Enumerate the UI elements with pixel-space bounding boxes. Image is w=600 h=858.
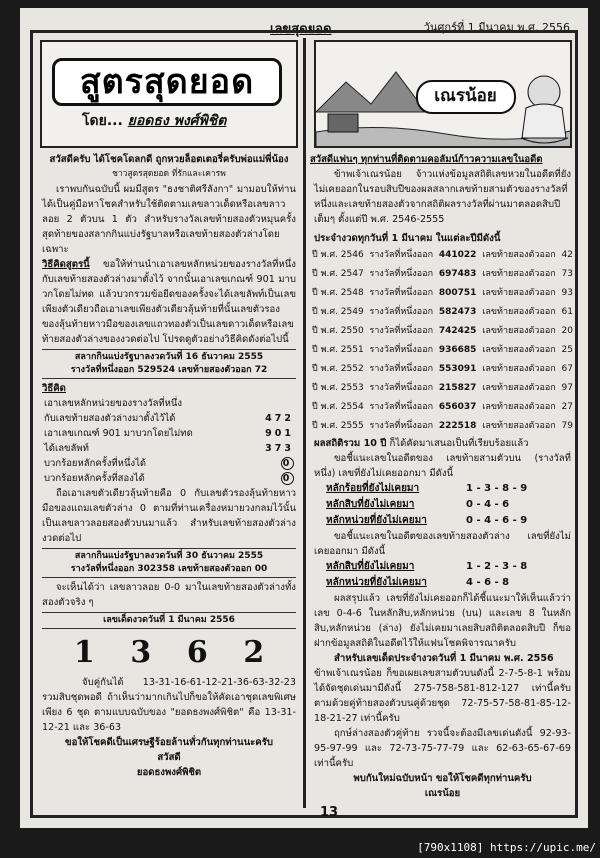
page-number: 13	[320, 805, 339, 820]
forecast-text: ข้าพเจ้าเณรน้อย ก็ขอเผยเลขสามตัวบนดังนี้ 2-7-5-8-1 พร้อมได้จัดชุดเด่นมามีดังนี้ 275-758-581-812-127 เท่านี้ครับ ตามด้วยคู่ท้ายสองตัวบนคู่ด้วยชุด 72-75-57-58-81-85-12-18-21-27 เท่านี้ครับ	[314, 668, 571, 724]
combo-value: 1 - 2 - 3 - 8	[466, 561, 528, 572]
history-tail-label: เลขท้ายสองตัวออก	[482, 307, 556, 317]
issue-date: วันศุกร์ที่ 1 มีนาคม พ.ศ. 2556	[423, 21, 570, 34]
calc-value: 373	[265, 443, 294, 454]
history-year: ปี พ.ศ. 2546	[312, 250, 364, 260]
draw2-box	[42, 548, 296, 578]
combo-list-2	[310, 559, 575, 591]
left-column	[38, 38, 300, 808]
method-text: ขอให้ท่านนำเอาเลขหลักหน่วยของรางวัลที่หนึ่งกับเลขท้ายสองตัวล่างมาตั้งไว้ จากนั้นเอาเลขเกณฑ์ 901 มาบวกโดยไม่ทด แล้วบวกรวมข้อยีดของครั้งจะได้เลขลัพท์เป็นเลขเพียงตัวเดียวถือเอาเลขเพียงตัวเดียวลุ้นท้ายที่นั้นเลขตัวรองของลุ้นท้ายหาวมือของเลขแถวทองตัวเป็นเลขดาวเด็ดหรือเลขท้ายสองตัวล่างของงวดต่อไป โปรดดูตัวอย่างวิธีคิดดังต่อไปนี้	[42, 259, 296, 345]
publication-title: เลขสุดยอด	[270, 22, 332, 37]
history-tail-label: เลขท้ายสองตัวออก	[482, 345, 556, 355]
byline-prefix: โดย...	[82, 113, 123, 129]
history-tail: 27	[561, 402, 573, 412]
history-label: รางวัลที่หนึ่งออก	[369, 326, 434, 336]
pairs-text: จับคู่กันได้ 13-31-16-61-12-21-36-63-32-23 รวมสิบชุดพอดี ถ้าเห็นว่ามากเกินไปก็ขอให้คัดเอาชุดเลขพิเศษเพียง 6 ชุด ตามแบบฉบับของ "ยอดธงพงศ์พิชิต" คือ 13-31-12-21 และ 36-63	[42, 677, 296, 733]
combo-value: 0 - 4 - 6 - 9	[466, 515, 528, 526]
right-column	[310, 38, 575, 808]
history-list	[310, 246, 575, 436]
history-year: ปี พ.ศ. 2549	[312, 307, 364, 317]
combo-list-1	[310, 481, 575, 529]
analysis: ผลสรุปแล้ว เลขที่ยังไม่เคยออกก็ได้ชี้แนะมาให้เห็นแล้วว่าเลข 0-4-6 ในหลักสิบ,หลักหน่วย (บน) และเลข 8 ในหลักสิบ,หลักหน่วย (ล่าง) ยังไม่เคยมาเลยสิบสถิติตลอดสิบปี ก็ขอฝากข้อมูลสถิติในอดีตไว้ให้แฟนโชคพิจารณาครับ	[314, 593, 571, 649]
history-year: ปี พ.ศ. 2548	[312, 288, 364, 298]
calc-value: 901	[265, 428, 294, 439]
intro-paragraph: ข้าพเจ้าเณรน้อย จ้าวแห่งข้อมูลสถิติเลขหวยในอดีตที่ยังไม่เคยออกในรอบสิบปีของผลสลากเลขท้ายสามตัวของรางวัลที่หนึ่งและเลขท้ายสองตัวจากสถิติผลรางวัลที่ผ่านมาตลอดสิบปีเต็มๆ ตั้งแต่ปี พ.ศ. 2546-2555	[314, 169, 571, 225]
history-label: รางวัลที่หนึ่งออก	[369, 269, 434, 279]
column-banner	[314, 40, 572, 148]
closing: ขอให้โชคดีเป็นเศรษฐีร้อยล้านทั่วกันทุกท่านนะครับ	[65, 737, 273, 748]
history-first: 800751	[438, 288, 477, 298]
combo-row	[310, 513, 575, 529]
history-first: 742425	[438, 326, 477, 336]
calc-value	[244, 396, 294, 411]
combo-value: 4 - 6 - 8	[466, 577, 510, 588]
history-tail: 25	[561, 345, 573, 355]
history-tail: 79	[561, 421, 573, 431]
history-row	[310, 417, 575, 436]
combo-value: 0 - 4 - 6	[466, 499, 510, 510]
calc-row	[38, 456, 300, 471]
history-first: 222518	[438, 421, 477, 431]
history-row	[310, 398, 575, 417]
mid-text: ขอชี้แนะเลขในอดีตของเลขท้ายสองตัวล่าง เลขที่ยังไม่เคยออกมา มีดังนี้	[314, 531, 571, 557]
intro-paragraph: เราพบกันฉบับนี้ ผมมีสูตร "ธงชาติศรีลังกา" มามอบให้ท่านได้เป็นคู่มือหาโชคสำหรับใช้ติดตามเลขลาวเด็ดหรือเลขลาวลอย 2 ตัวบน 1 ตัว สำหรับรางวัลเลขท้ายสองตัวหมุนครั้งสุดท้ายของสลากกินแบ่งรัฐบาลหรือเลขท้ายสองตัวล่างโดยเฉพาะ	[42, 184, 296, 255]
combo-row	[310, 559, 575, 575]
history-year: ปี พ.ศ. 2554	[312, 402, 364, 412]
calc-label: บวกร้อยหลักครั้งที่หนึ่งได้	[44, 458, 147, 469]
big-numbers	[38, 631, 300, 675]
calc-title: วิธีคิด	[42, 383, 66, 394]
greeting: สวัสดีครับ ได้โชคโดลกดี ถูกหวยล็อตเตอรี่ครับพ่อแม่พี่น้อง	[49, 154, 289, 165]
watermark: [790x1108] https://upic.me/	[417, 841, 596, 854]
history-first: 582473	[438, 307, 477, 317]
history-tail-label: เลขท้ายสองตัวออก	[482, 383, 556, 393]
combo-label: หลักสิบที่ยังไม่เคยมา	[326, 499, 415, 510]
forecast-title: สำหรับเลขเด็ดประจำงวดวันที่ 1 มีนาคม พ.ศ. 2556	[334, 653, 554, 664]
calc-label: เอาเลขหลักหน่วยของรางวัลที่หนึ่ง	[44, 398, 183, 409]
combo-row	[310, 575, 575, 591]
circle-mark: 0	[282, 458, 293, 469]
calc-row	[38, 471, 300, 486]
combo-value: 1 - 3 - 8 - 9	[466, 483, 528, 494]
history-tail-label: เลขท้ายสองตัวออก	[482, 269, 556, 279]
draw1-box	[42, 349, 296, 379]
history-label: รางวัลที่หนึ่งออก	[369, 250, 434, 260]
summary-2: ขอชี้แนะเลขในอดีตของ เลขท้ายสามตัวบน (รางวัลที่หนึ่ง) เลขที่ยังไม่เคยออกมา มีดังนี้	[314, 453, 571, 479]
closing: พบกันใหม่ฉบับหน้า ขอให้โชคดีทุกท่านครับ	[353, 773, 532, 784]
history-tail: 61	[561, 307, 573, 317]
history-tail-label: เลขท้ายสองตัวออก	[482, 364, 556, 374]
big-number: 2	[243, 635, 265, 670]
history-row	[310, 303, 575, 322]
combo-row	[310, 497, 575, 513]
history-label: รางวัลที่หนึ่งออก	[369, 383, 434, 393]
combo-label: หลักร้อยที่ยังไม่เคยมา	[326, 483, 420, 494]
history-row	[310, 246, 575, 265]
history-first: 656037	[438, 402, 477, 412]
draw2-result: รางวัลที่หนึ่งออก 302358 เลขท้ายสองตัวออก 00	[70, 564, 268, 574]
history-year: ปี พ.ศ. 2553	[312, 383, 364, 393]
draw1-result: รางวัลที่หนึ่งออก 529524 เลขท้ายสองตัวออก 72	[70, 365, 268, 375]
history-label: รางวัลที่หนึ่งออก	[369, 402, 434, 412]
history-tail: 42	[561, 250, 573, 260]
history-row	[310, 265, 575, 284]
summary-text: ก็ได้คัดมาเสนอเป็นที่เรียบร้อยแล้ว	[389, 438, 529, 449]
method-section	[38, 257, 300, 347]
calc-label: ได้เลขลัพท์	[44, 443, 89, 454]
history-first: 215827	[438, 383, 477, 393]
summary-section	[310, 436, 575, 451]
calc-row	[38, 411, 300, 426]
history-first: 936685	[438, 345, 477, 355]
byline-author: ยอดธง พงศ์พิชิต	[127, 113, 227, 129]
history-year: ปี พ.ศ. 2550	[312, 326, 364, 336]
calc-row	[38, 396, 300, 411]
big-number: 3	[130, 635, 152, 670]
history-first: 553091	[438, 364, 477, 374]
closing-2: สวัสดี	[157, 752, 181, 763]
calc-table	[38, 396, 300, 486]
calc-note: ถือเอาเลขตัวเดียวลุ้นท้ายคือ 0 กับเลขตัวรองลุ้นท้ายหาวมือของแถมเลขตัวล่าง 0 ตามที่ท่านเครื่องหมายวงกลมไว้นั้นเป็นเลขลาวลอยสองตัวบนมาแล้ว สำหรับเลขท้ายสองตัวล่างงวดต่อไป	[42, 488, 296, 544]
history-row	[310, 322, 575, 341]
signature: เณรน้อย	[424, 788, 461, 799]
history-label: รางวัลที่หนึ่งออก	[369, 307, 434, 317]
history-label: รางวัลที่หนึ่งออก	[369, 345, 434, 355]
summary-title: ผลสถิติรวม 10 ปี	[314, 438, 387, 449]
history-tail-label: เลขท้ายสองตัวออก	[482, 288, 556, 298]
history-row	[310, 341, 575, 360]
history-row	[310, 360, 575, 379]
history-tail-label: เลขท้ายสองตัวออก	[482, 402, 556, 412]
combo-row	[310, 481, 575, 497]
combo-label: หลักหน่วยที่ยังไม่เคยมา	[326, 515, 427, 526]
history-year: ปี พ.ศ. 2552	[312, 364, 364, 374]
history-tail-label: เลขท้ายสองตัวออก	[482, 326, 556, 336]
history-label: รางวัลที่หนึ่งออก	[369, 364, 434, 374]
big-number: 6	[186, 635, 208, 670]
draw2-note: จะเห็นได้ว่า เลขลาวลอย 0-0 มาในเลขท้ายสองตัวล่างทั้งสองตัวจริง ๆ	[42, 582, 296, 608]
signature: ยอดธงพงศ์พิชิต	[136, 767, 202, 778]
logo-title: สูตรสุดยอด	[52, 58, 282, 106]
history-label: รางวัลที่หนึ่งออก	[369, 421, 434, 431]
draw2-title: สลากกินแบ่งรัฐบาลงวดวันที่ 30 ธันวาคม 2555	[74, 551, 264, 561]
history-tail: 97	[561, 383, 573, 393]
calc-value-circled	[244, 471, 294, 486]
forecast-title: เลขเด็ดงวดวันที่ 1 มีนาคม 2556	[42, 612, 296, 629]
history-tail-label: เลขท้ายสองตัวออก	[482, 421, 556, 431]
history-tail: 93	[561, 288, 573, 298]
column-divider	[303, 38, 306, 808]
history-tail: 20	[561, 326, 573, 336]
history-tail-label: เลขท้ายสองตัวออก	[482, 250, 556, 260]
calc-value-circled	[244, 456, 294, 471]
calc-label: กับเลขท้ายสองตัวล่างมาตั้งไว้ได้	[44, 413, 176, 424]
combo-label: หลักหน่วยที่ยังไม่เคยมา	[326, 577, 427, 588]
draw1-title: สลากกินแบ่งรัฐบาลงวดวันที่ 16 ธันวาคม 2555	[74, 352, 264, 362]
column-title: เณรน้อย	[416, 80, 516, 114]
history-row	[310, 379, 575, 398]
period-title: ประจำงวดทุกวันที่ 1 มีนาคม ในแต่ละปีมีดังนี้	[314, 233, 501, 244]
forecast-text-2: ฤกษ์ล่างสองตัวคู่ท้าย รวจนี้จะต้องมีเลขเด่นดังนี้ 92-93-95-97-99 และ 72-73-75-77-79 และ 62-63-65-67-69 เท่านี้ครับ	[314, 728, 571, 769]
history-year: ปี พ.ศ. 2555	[312, 421, 364, 431]
history-label: รางวัลที่หนึ่งออก	[369, 288, 434, 298]
logo-byline	[82, 114, 226, 129]
history-year: ปี พ.ศ. 2547	[312, 269, 364, 279]
big-number: 1	[73, 635, 95, 670]
history-tail: 73	[561, 269, 573, 279]
history-tail: 67	[561, 364, 573, 374]
history-first: 697483	[438, 269, 477, 279]
calc-label: บวกร้อยหลักครั้งที่สองได้	[44, 473, 145, 484]
headline: สวัสดีแฟนๆ ทุกท่านที่ติดตามคอลัมน์ก้าวความเลขในอดีต	[310, 154, 543, 165]
history-year: ปี พ.ศ. 2551	[312, 345, 364, 355]
greeting-sub: ชาวสูตรสุดยอด ที่รักและเคารพ	[112, 169, 226, 179]
method-title: วิธีคิดสูตรนี้	[42, 259, 90, 270]
circle-mark: 0	[282, 473, 293, 484]
history-row	[310, 284, 575, 303]
logo-banner	[40, 40, 298, 148]
calc-label: เอาเลขเกณฑ์ 901 มาบวกโดยไม่ทด	[44, 428, 193, 439]
calc-row	[38, 426, 300, 441]
history-first: 441022	[438, 250, 477, 260]
combo-label: หลักสิบที่ยังไม่เคยมา	[326, 561, 415, 572]
calc-row	[38, 441, 300, 456]
newspaper-page	[20, 8, 588, 828]
calc-value: 472	[265, 413, 294, 424]
